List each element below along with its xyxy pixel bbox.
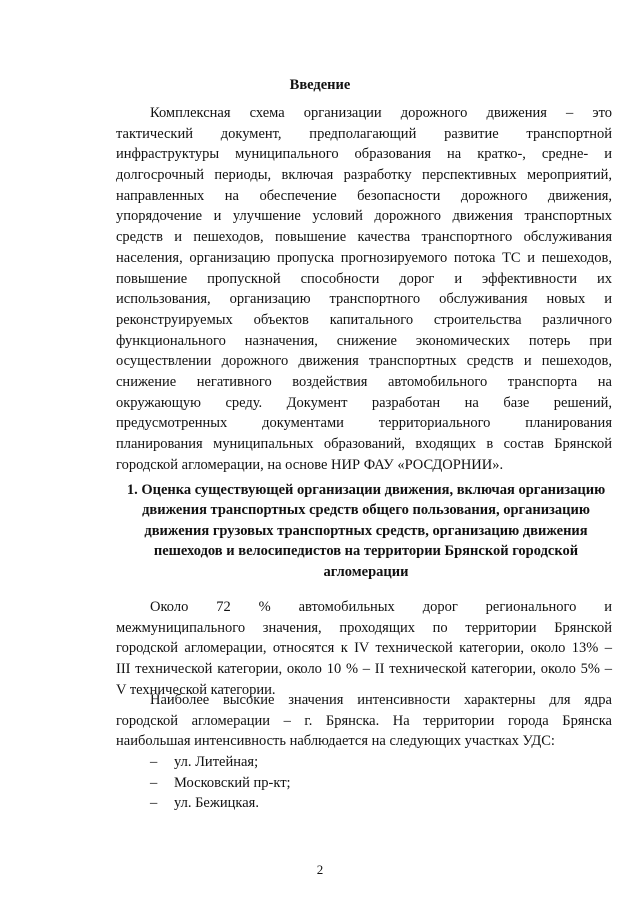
intro-line: снижение негативного воздействия автомобильного транспорта на <box>116 373 612 390</box>
section-heading-line: агломерации <box>323 563 409 580</box>
list-item-text: Московский пр-кт; <box>174 774 291 791</box>
intro-paragraph <box>116 103 612 475</box>
intro-line: долгосрочный периоды, включая разработку перспективных мероприятий, <box>116 167 612 184</box>
list-item <box>150 793 291 814</box>
list-item <box>150 773 291 794</box>
intro-line: повышение пропускной способности дорог и эффективности их <box>116 270 612 287</box>
intro-line: предусмотренных документами территориального планирования <box>116 415 612 432</box>
intro-line: Комплексная схема организации дорожного движения – это <box>150 105 612 121</box>
intro-line: планирования муниципальных образований, входящих в состав Брянской <box>116 436 612 452</box>
section-heading-line: пешеходов и велосипедистов на территории Брянской городской <box>153 543 579 560</box>
intensity-paragraph <box>116 690 612 752</box>
intro-line: населения, организацию пропуска прогнозируемого потока ТС и пешеходов, <box>116 249 612 266</box>
paragraph-line: наибольшая интенсивность наблюдается на следующих участках УДС: <box>116 733 555 750</box>
list-dash: – <box>150 795 158 811</box>
intro-line: инфраструктуры муниципального образования на кратко-, средне- и <box>116 146 612 163</box>
section-heading-line: 1. Оценка существующей организации движения, включая организацию <box>126 482 606 498</box>
intro-line: тактический документ, предполагающий развитие транспортной <box>116 125 612 142</box>
intro-line: осуществлении дорожного движения транспортных средств и пешеходов, <box>116 353 612 370</box>
list-item-text: ул. Бежицкая. <box>174 795 259 811</box>
intro-line: средств и пешеходов, повышение качества транспортного обслуживания <box>116 229 612 246</box>
list-dash: – <box>150 754 158 770</box>
intro-line: городской агломерации, на основе НИР ФАУ «РОСДОРНИИ». <box>116 456 504 473</box>
list-item <box>150 752 291 773</box>
road-categories-paragraph <box>116 597 612 700</box>
section-heading-line: движения грузовых транспортных средств, организацию движения <box>144 522 588 539</box>
page-title: Введение <box>289 77 351 93</box>
intro-line: направленных на обеспечение безопасности дорожного движения, <box>116 187 612 204</box>
paragraph-line: Около 72 % автомобильных дорог регионального и <box>150 599 612 615</box>
paragraph-line: III технической категории, около 10 % – II технической категории, около 5% – <box>116 661 612 678</box>
paragraph-line: Наиболее высокие значения интенсивности характерны для ядра <box>150 692 612 708</box>
paragraph-line: межмуниципального значения, проходящих по территории Брянской <box>116 619 612 636</box>
section-heading-line: движения транспортных средств общего пользования, организацию <box>142 502 590 519</box>
list-item-text: ул. Литейная; <box>174 754 259 770</box>
page-number: 2 <box>316 862 324 877</box>
paragraph-line: городской агломерации – г. Брянска. На территории города Брянска <box>116 712 612 729</box>
intro-line: реконструируемых объектов капитального строительства различного <box>116 311 612 328</box>
list-dash: – <box>150 774 158 791</box>
street-list <box>150 752 291 814</box>
section-heading <box>116 480 616 582</box>
intro-line: использования, организацию транспортного обслуживания новых и <box>116 291 612 308</box>
intro-line: упорядочение и улучшение условий дорожного движения транспортных <box>116 208 612 225</box>
intro-line: окружающую среду. Документ разработан на базе решений, <box>116 394 612 411</box>
intro-line: функционального назначения, снижение экономических потерь при <box>116 332 612 349</box>
paragraph-line: V технической категории. <box>116 681 276 698</box>
paragraph-line: городской агломерации, относятся к IV технической категории, около 13% – <box>116 640 612 657</box>
